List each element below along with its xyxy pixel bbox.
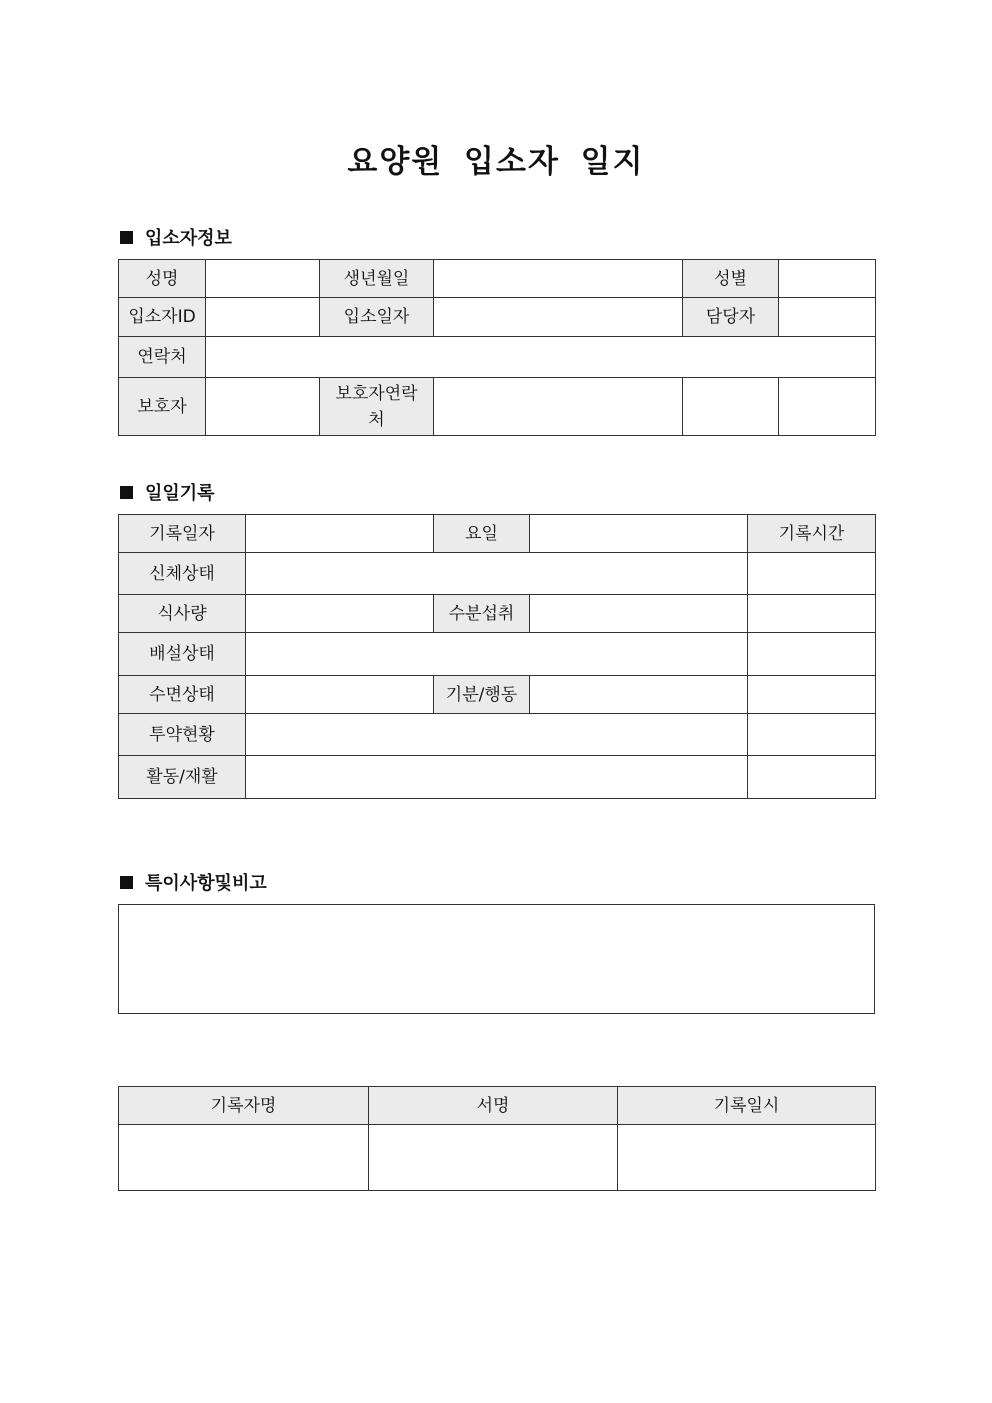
- square-bullet-icon: [120, 486, 133, 499]
- recorder-field[interactable]: [119, 1125, 369, 1191]
- label-resident-id: 입소자ID: [119, 298, 206, 337]
- activity-time-field[interactable]: [748, 756, 876, 799]
- contact-field[interactable]: [206, 337, 876, 378]
- record-date-field[interactable]: [246, 515, 434, 553]
- label-gender: 성별: [683, 260, 779, 298]
- physical-time-field[interactable]: [748, 553, 876, 595]
- medication-field[interactable]: [246, 714, 748, 756]
- excretion-field[interactable]: [246, 633, 748, 676]
- label-contact: 연락처: [119, 337, 206, 378]
- label-record-time: 기록시간: [748, 515, 876, 553]
- activity-field[interactable]: [246, 756, 748, 799]
- label-excretion: 배설상태: [119, 633, 246, 676]
- mood-field[interactable]: [530, 676, 748, 714]
- label-recorder: 기록자명: [119, 1087, 369, 1125]
- sleep-field[interactable]: [246, 676, 434, 714]
- sleep-time-field[interactable]: [748, 676, 876, 714]
- label-medication: 투약현황: [119, 714, 246, 756]
- signature-table: [118, 1086, 876, 1191]
- label-weekday: 요일: [434, 515, 530, 553]
- meal-time-field[interactable]: [748, 595, 876, 633]
- guardian-field[interactable]: [206, 378, 320, 436]
- label-meal: 식사량: [119, 595, 246, 633]
- excretion-time-field[interactable]: [748, 633, 876, 676]
- staff-field[interactable]: [779, 298, 876, 337]
- label-record-date: 기록일자: [119, 515, 246, 553]
- page-title: 요양원 입소자 일지: [347, 144, 645, 180]
- blank-cell[interactable]: [779, 378, 876, 436]
- water-field[interactable]: [530, 595, 748, 633]
- weekday-field[interactable]: [530, 515, 748, 553]
- label-admit-date: 입소일자: [320, 298, 434, 337]
- square-bullet-icon: [120, 231, 133, 244]
- blank-cell[interactable]: [683, 378, 779, 436]
- label-datetime: 기록일시: [618, 1087, 876, 1125]
- label-staff: 담당자: [683, 298, 779, 337]
- section-heading-remarks: [120, 869, 267, 895]
- admit-date-field[interactable]: [434, 298, 683, 337]
- datetime-field[interactable]: [618, 1125, 876, 1191]
- label-mood: 기분/행동: [434, 676, 530, 714]
- resident-id-field[interactable]: [206, 298, 320, 337]
- resident-info-table: [118, 259, 876, 436]
- birth-field[interactable]: [434, 260, 683, 298]
- sign-field[interactable]: [369, 1125, 618, 1191]
- section-title: 일일기록: [145, 483, 215, 504]
- square-bullet-icon: [120, 876, 133, 889]
- remarks-textarea[interactable]: [118, 904, 875, 1014]
- daily-record-table: [118, 514, 876, 799]
- name-field[interactable]: [206, 260, 320, 298]
- gender-field[interactable]: [779, 260, 876, 298]
- medication-time-field[interactable]: [748, 714, 876, 756]
- section-heading-resident-info: [120, 224, 232, 250]
- label-physical: 신체상태: [119, 553, 246, 595]
- section-title: 입소자정보: [145, 228, 232, 249]
- label-name: 성명: [119, 260, 206, 298]
- label-water: 수분섭취: [434, 595, 530, 633]
- meal-field[interactable]: [246, 595, 434, 633]
- label-activity: 활동/재활: [119, 756, 246, 799]
- guardian-contact-field[interactable]: [434, 378, 683, 436]
- label-birth: 생년월일: [320, 260, 434, 298]
- label-sign: 서명: [369, 1087, 618, 1125]
- section-heading-daily-record: [120, 479, 215, 505]
- physical-field[interactable]: [246, 553, 748, 595]
- label-sleep: 수면상태: [119, 676, 246, 714]
- section-title: 특이사항및비고: [145, 873, 267, 894]
- label-guardian: 보호자: [119, 378, 206, 436]
- label-guardian-contact: 보호자연락처: [320, 378, 434, 436]
